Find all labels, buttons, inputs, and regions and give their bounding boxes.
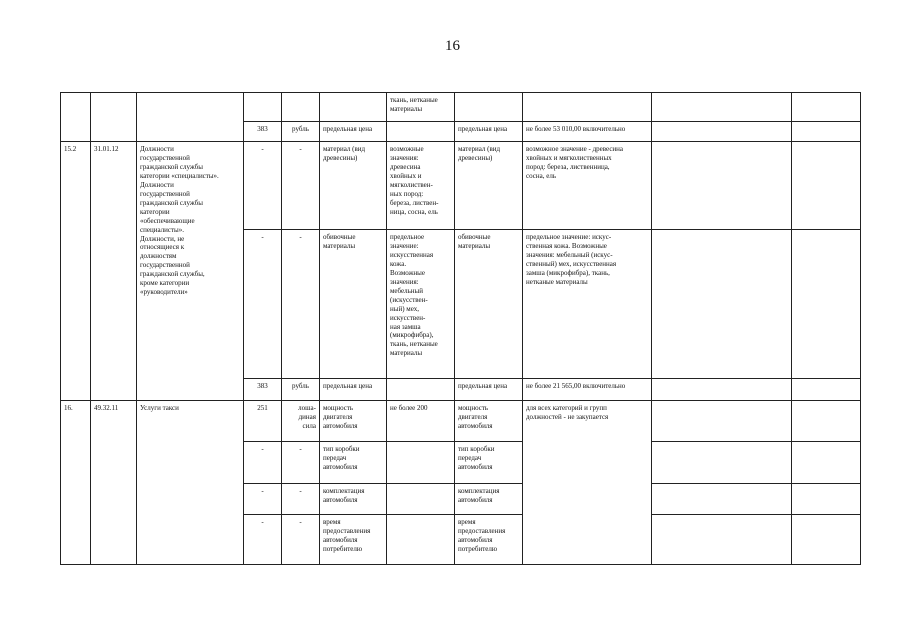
cell-code: -	[244, 442, 282, 484]
cell-value: возможные значения: древесина хвойных и мягколиствен- ных пород: береза, листвен- ница, сосна, ель	[387, 142, 455, 230]
cell-code: -	[244, 230, 282, 379]
cell-characteristic-2	[455, 93, 523, 122]
cell-characteristic-2: комплектация автомобиля	[455, 484, 523, 515]
cell-characteristic-2: материал (вид древесины)	[455, 142, 523, 230]
cell-okpd: 31.01.12	[91, 142, 137, 401]
cell-characteristic: мощность двигателя автомобиля	[320, 401, 387, 442]
cell-value-2: не более 21 565,00 включительно	[523, 379, 652, 401]
cell-unit: -	[282, 442, 320, 484]
cell-position: Услуги такси	[137, 401, 244, 565]
cell-code: 383	[244, 379, 282, 401]
cell-extra-2	[792, 93, 861, 122]
cell-extra-2	[792, 122, 861, 142]
cell-characteristic-2: предельная цена	[455, 379, 523, 401]
cell-unit	[282, 93, 320, 122]
cell-extra-2	[792, 442, 861, 484]
table-row	[61, 142, 861, 230]
cell-unit: рубль	[282, 379, 320, 401]
cell-characteristic: предельная цена	[320, 379, 387, 401]
cell-extra-2	[792, 230, 861, 379]
cell-code: -	[244, 142, 282, 230]
cell-characteristic: комплектация автомобиля	[320, 484, 387, 515]
cell-code: -	[244, 515, 282, 565]
cell-value: ткань, нетканые материалы	[387, 93, 455, 122]
cell-extra	[652, 142, 792, 230]
cell-value	[387, 442, 455, 484]
cell-unit: лоша- диная сила	[282, 401, 320, 442]
cell-extra-2	[792, 401, 861, 442]
cell-characteristic	[320, 93, 387, 122]
cell-extra	[652, 122, 792, 142]
cell-characteristic: время предоставления автомобиля потребителю	[320, 515, 387, 565]
cell-characteristic: тип коробки передач автомобиля	[320, 442, 387, 484]
cell-value: не более 200	[387, 401, 455, 442]
cell-extra-2	[792, 142, 861, 230]
cell-value	[387, 122, 455, 142]
cell-unit: -	[282, 142, 320, 230]
cell-characteristic-2: время предоставления автомобиля потребителю	[455, 515, 523, 565]
cell-code: -	[244, 484, 282, 515]
cell-value-2: для всех категорий и групп должностей - не закупается	[523, 401, 652, 565]
cell-num: 16.	[61, 401, 91, 565]
page-number: 16	[445, 38, 460, 54]
cell-extra	[652, 401, 792, 442]
cell-extra	[652, 93, 792, 122]
cell-num	[61, 93, 91, 142]
cell-extra-2	[792, 379, 861, 401]
cell-code: 251	[244, 401, 282, 442]
cell-unit: -	[282, 515, 320, 565]
cell-characteristic: обивочные материалы	[320, 230, 387, 379]
table-row	[61, 93, 861, 122]
cell-characteristic-2: предельная цена	[455, 122, 523, 142]
cell-value	[387, 484, 455, 515]
cell-value	[387, 379, 455, 401]
cell-code	[244, 93, 282, 122]
cell-extra	[652, 230, 792, 379]
cell-value: предельное значение: искусственная кожа. Возможные значения: мебельный (искусствен- ный) мех, искусствен- ная замша (микрофибра), ткань, нетканые материалы	[387, 230, 455, 379]
cell-num: 15.2	[61, 142, 91, 401]
cell-characteristic-2: мощность двигателя автомобиля	[455, 401, 523, 442]
table-row	[61, 401, 861, 442]
cell-characteristic: предельная цена	[320, 122, 387, 142]
cell-extra	[652, 379, 792, 401]
cell-value-2: предельное значение: искус- ственная кожа. Возможные значения: мебельный (искус- ственный) мех, искусственная замша (микрофибра), ткань, нетканые материалы	[523, 230, 652, 379]
cell-okpd	[91, 93, 137, 142]
cell-value-2: возможное значение - древесина хвойных и мягколиственных пород: береза, лиственница, сосна, ель	[523, 142, 652, 230]
cell-code: 383	[244, 122, 282, 142]
cell-characteristic-2: тип коробки передач автомобиля	[455, 442, 523, 484]
cell-okpd: 49.32.11	[91, 401, 137, 565]
cell-unit: -	[282, 230, 320, 379]
cell-position	[137, 93, 244, 142]
cell-value-2: не более 53 010,00 включительно	[523, 122, 652, 142]
cell-extra	[652, 515, 792, 565]
cell-value-2	[523, 93, 652, 122]
cell-unit: -	[282, 484, 320, 515]
cell-extra-2	[792, 515, 861, 565]
cell-characteristic: материал (вид древесины)	[320, 142, 387, 230]
cell-position: Должности государственной гражданской службы категории «специалисты». Должности государственной гражданской службы категории «обеспечивающие специалисты». Должности, не относящиеся к должностям государственной гражданской службы, кроме категории «руководители»	[137, 142, 244, 401]
cell-unit: рубль	[282, 122, 320, 142]
cell-value	[387, 515, 455, 565]
cell-extra-2	[792, 484, 861, 515]
cell-extra	[652, 484, 792, 515]
cell-characteristic-2: обивочные материалы	[455, 230, 523, 379]
cell-extra	[652, 442, 792, 484]
requirements-table	[60, 92, 861, 565]
